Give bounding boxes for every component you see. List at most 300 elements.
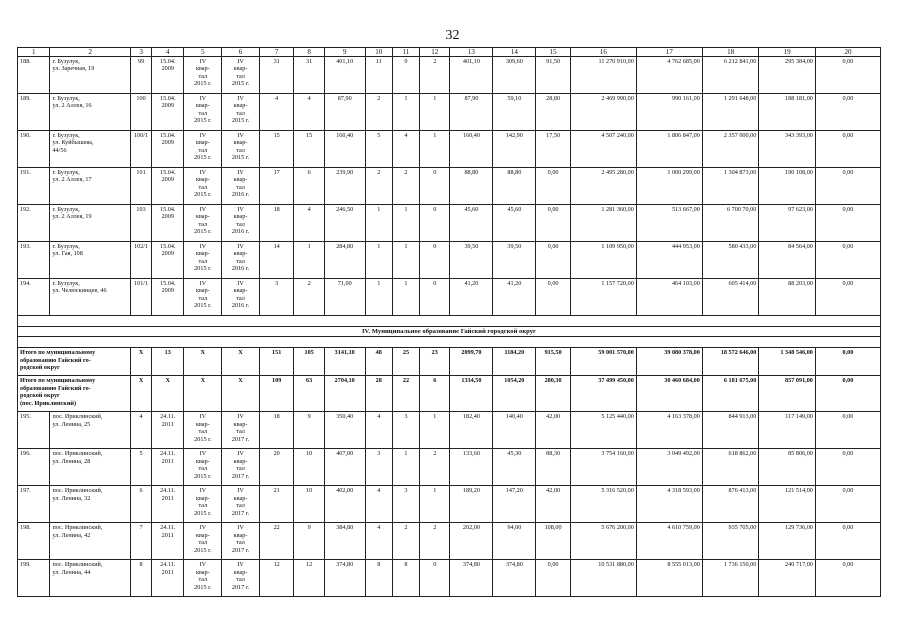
cell-c18: 876 413,00 <box>702 486 759 523</box>
cell-c1: 191. <box>18 168 50 205</box>
cell-c6 <box>222 486 260 523</box>
cell-c13: 401,10 <box>450 57 493 94</box>
cell-c2 <box>50 168 131 205</box>
total-c20: 0,00 <box>815 376 880 412</box>
cell-c15: 108,00 <box>536 523 571 560</box>
cell-c4 <box>152 560 184 597</box>
cell-c15: 0,00 <box>536 242 571 279</box>
cell-c18: 580 433,00 <box>702 242 759 279</box>
cell-c2-line: г. Бузулук, <box>52 95 80 102</box>
cell-c2 <box>50 486 131 523</box>
cell-c5-line: IV <box>199 413 207 421</box>
cell-c5 <box>184 131 222 168</box>
cell-c19: 121 514,00 <box>759 486 816 523</box>
cell-c4 <box>152 523 184 560</box>
cell-c2-line: ул. Ленина, 28 <box>52 457 91 465</box>
cell-c11: 8 <box>392 560 419 597</box>
cell-c8: 9 <box>294 523 324 560</box>
cell-c4-line: 2009 <box>161 139 174 147</box>
cell-c19: 97 623,00 <box>759 205 816 242</box>
total-c11: 25 <box>392 348 419 376</box>
column-number: 17 <box>636 48 702 57</box>
cell-c11: 1 <box>392 279 419 316</box>
cell-c4-line: 2009 <box>161 250 174 258</box>
cell-c15: 28,80 <box>536 94 571 131</box>
cell-c18: 1 736 150,00 <box>702 560 759 597</box>
table-row <box>18 57 881 94</box>
cell-c4 <box>152 412 184 449</box>
section-title: IV. Муниципальное образование Гайский городской округ <box>18 327 881 337</box>
table-row <box>18 412 881 449</box>
cell-c18: 935 705,00 <box>702 523 759 560</box>
table-row <box>18 168 881 205</box>
cell-c1: 199. <box>18 560 50 597</box>
cell-c2-line: г. Бузулук, <box>52 169 80 176</box>
cell-c17: 4 610 759,00 <box>636 523 702 560</box>
cell-c13: 39,50 <box>450 242 493 279</box>
cell-c5-line: 2015 г. <box>194 472 212 480</box>
cell-c4 <box>152 449 184 486</box>
cell-c9: 350,40 <box>324 412 365 449</box>
cell-c4-line: 24.11. <box>160 561 176 569</box>
cell-c19: 88 203,00 <box>759 279 816 316</box>
cell-c18: 2 357 000,00 <box>702 131 759 168</box>
cell-c4-line: 2009 <box>161 287 174 295</box>
column-number: 13 <box>450 48 493 57</box>
cell-c7: 21 <box>259 486 294 523</box>
cell-c6-line: тал <box>236 72 245 80</box>
cell-c6-line: тал <box>236 502 245 510</box>
cell-c5-line: 2015 г. <box>194 191 212 199</box>
total-label-line: Итого по муниципальному <box>20 377 96 385</box>
cell-c9: 407,00 <box>324 449 365 486</box>
cell-c20: 0,00 <box>815 412 880 449</box>
cell-c12: 0 <box>420 205 450 242</box>
cell-c18: 1 291 648,00 <box>702 94 759 131</box>
cell-c15: 0,00 <box>536 279 571 316</box>
cell-c6-line: тал <box>236 109 245 117</box>
cell-c6-line: квар- <box>233 531 248 539</box>
cell-c6-line: 2015 г. <box>231 154 250 162</box>
cell-c18: 6 212 841,00 <box>702 57 759 94</box>
cell-c8: 4 <box>294 205 324 242</box>
cell-c16: 1 109 950,00 <box>570 242 636 279</box>
total-c14: 1054,20 <box>493 376 536 412</box>
table-row <box>18 205 881 242</box>
cell-c1: 197. <box>18 486 50 523</box>
cell-c6 <box>222 449 260 486</box>
cell-c2-line: ул. Челюскинцев, 46 <box>52 287 107 295</box>
cell-c5-line: квар- <box>195 494 210 502</box>
cell-c10: 3 <box>365 449 392 486</box>
cell-c3: 100/1 <box>131 131 152 168</box>
cell-c6-line: квар- <box>233 420 248 428</box>
cell-c6-line: 2015 г. <box>231 117 250 125</box>
cell-c14: 374,80 <box>493 560 536 597</box>
cell-c5 <box>184 279 222 316</box>
cell-c1: 189. <box>18 94 50 131</box>
cell-c4-line: 2009 <box>161 176 174 184</box>
cell-c12: 1 <box>420 486 450 523</box>
cell-c5-line: 2015 г. <box>194 265 212 273</box>
cell-c5-line: IV <box>199 132 207 139</box>
cell-c5-line: 2015 г. <box>194 302 212 310</box>
cell-c10: 4 <box>365 523 392 560</box>
cell-c6-line: квар- <box>233 250 248 258</box>
cell-c2 <box>50 523 131 560</box>
cell-c10: 2 <box>365 168 392 205</box>
cell-c13: 160,40 <box>450 131 493 168</box>
cell-c6-line: квар- <box>233 457 248 465</box>
cell-c18: 605 414,00 <box>702 279 759 316</box>
total-c10: 48 <box>365 348 392 376</box>
cell-c1: 190. <box>18 131 50 168</box>
cell-c6-line: IV <box>237 58 244 65</box>
cell-c4-line: 24.11. <box>160 413 176 421</box>
cell-c5 <box>184 168 222 205</box>
column-number: 16 <box>570 48 636 57</box>
cell-c2-line: г. Бузулук, <box>52 280 80 287</box>
cell-c13: 133,60 <box>450 449 493 486</box>
cell-c5-line: 2015 г. <box>194 154 212 162</box>
cell-c12: 1 <box>420 131 450 168</box>
cell-c1: 196. <box>18 449 50 486</box>
cell-c14: 147,20 <box>493 486 536 523</box>
cell-c19: 188 181,00 <box>759 94 816 131</box>
section-row <box>18 327 881 337</box>
cell-c5-line: IV <box>199 450 207 458</box>
cell-c2-line: пос. Ириклинский, <box>52 524 103 532</box>
cell-c5 <box>184 560 222 597</box>
cell-c18: 844 913,00 <box>702 412 759 449</box>
column-number: 6 <box>222 48 260 57</box>
cell-c11: 1 <box>392 94 419 131</box>
cell-c7: 12 <box>259 560 294 597</box>
cell-c12: 0 <box>420 242 450 279</box>
spacer-cell <box>18 316 881 327</box>
cell-c2-line: ул. 2 Аллея, 17 <box>52 176 92 184</box>
cell-c16: 5 676 200,00 <box>570 523 636 560</box>
cell-c20: 0,00 <box>815 242 880 279</box>
column-number: 7 <box>259 48 294 57</box>
cell-c8: 15 <box>294 131 324 168</box>
cell-c13: 189,20 <box>450 486 493 523</box>
cell-c2-line: ул. Заречная, 19 <box>52 65 95 73</box>
cell-c3: 7 <box>131 523 152 560</box>
cell-c5-line: тал <box>198 465 208 473</box>
cell-c16: 2 495 280,00 <box>570 168 636 205</box>
cell-c3: 5 <box>131 449 152 486</box>
cell-c9: 71,00 <box>324 279 365 316</box>
cell-c9: 384,80 <box>324 523 365 560</box>
cell-c2-line: 44/56 <box>52 146 67 154</box>
total-row <box>18 348 881 376</box>
cell-c17: 4 762 685,00 <box>636 57 702 94</box>
cell-c4-line: 24.11. <box>160 487 176 495</box>
cell-c4 <box>152 94 184 131</box>
column-number: 15 <box>536 48 571 57</box>
cell-c5-line: тал <box>198 220 208 228</box>
cell-c20: 0,00 <box>815 523 880 560</box>
cell-c4-line: 2011 <box>161 457 174 465</box>
cell-c1: 193. <box>18 242 50 279</box>
cell-c6 <box>222 523 260 560</box>
total-c8: 63 <box>294 376 324 412</box>
cell-c5-line: 2015 г. <box>194 228 212 236</box>
cell-c2-line: ул. 2 Аллея, 16 <box>52 102 92 110</box>
cell-c3: 8 <box>131 560 152 597</box>
cell-c6 <box>222 168 260 205</box>
cell-c11: 3 <box>392 486 419 523</box>
cell-c19: 190 108,00 <box>759 168 816 205</box>
column-number: 12 <box>420 48 450 57</box>
cell-c6-line: IV <box>237 169 244 176</box>
cell-c6-line: квар- <box>233 568 248 576</box>
spacer-row <box>18 316 881 327</box>
total-c12: 23 <box>420 348 450 376</box>
cell-c5-line: квар- <box>195 176 210 184</box>
cell-c5-line: квар- <box>195 65 210 73</box>
cell-c17: 990 161,00 <box>636 94 702 131</box>
cell-c19: 343 393,00 <box>759 131 816 168</box>
total-label-line: родской округ <box>20 364 60 372</box>
table-body <box>18 48 881 597</box>
cell-c9: 402,00 <box>324 486 365 523</box>
cell-c13: 182,40 <box>450 412 493 449</box>
cell-c5-line: IV <box>199 524 207 532</box>
total-c4: X <box>152 376 184 412</box>
cell-c6-line: 2017 г. <box>231 546 250 554</box>
cell-c7: 15 <box>259 131 294 168</box>
cell-c2-line: ул. Куйбышева, <box>52 139 94 147</box>
cell-c11: 1 <box>392 205 419 242</box>
column-number: 2 <box>50 48 131 57</box>
cell-c5-line: квар- <box>195 250 210 258</box>
cell-c4-line: 15.04. <box>160 280 176 287</box>
total-label-line: Итого по муниципальному <box>20 349 96 357</box>
table-row <box>18 449 881 486</box>
cell-c8: 2 <box>294 279 324 316</box>
page-number: 32 <box>445 28 460 43</box>
cell-c15: 91,50 <box>536 57 571 94</box>
cell-c7: 22 <box>259 523 294 560</box>
cell-c5-line: тал <box>198 183 208 191</box>
total-c18: 18 572 646,00 <box>702 348 759 376</box>
cell-c7: 20 <box>259 449 294 486</box>
table-row <box>18 560 881 597</box>
cell-c6 <box>222 57 260 94</box>
table-row <box>18 279 881 316</box>
cell-c16: 2 469 990,00 <box>570 94 636 131</box>
cell-c18: 1 304 873,00 <box>702 168 759 205</box>
cell-c6-line: тал <box>236 220 245 228</box>
cell-c2 <box>50 560 131 597</box>
cell-c4-line: 2011 <box>161 494 174 502</box>
total-c17: 30 460 684,00 <box>636 376 702 412</box>
cell-c8: 1 <box>294 242 324 279</box>
cell-c6-line: IV <box>237 280 244 287</box>
cell-c14: 45,30 <box>493 449 536 486</box>
cell-c15: 0,00 <box>536 560 571 597</box>
cell-c20: 0,00 <box>815 449 880 486</box>
cell-c5 <box>184 242 222 279</box>
total-c19: 1 348 546,00 <box>759 348 816 376</box>
cell-c5-line: квар- <box>195 102 210 110</box>
cell-c6-line: квар- <box>233 176 248 184</box>
cell-c11: 2 <box>392 523 419 560</box>
cell-c2 <box>50 131 131 168</box>
cell-c10: 5 <box>365 131 392 168</box>
cell-c4-line: 24.11. <box>160 450 176 458</box>
cell-c5-line: квар- <box>195 213 210 221</box>
cell-c5 <box>184 449 222 486</box>
cell-c4-line: 2009 <box>161 102 174 110</box>
cell-c17: 4 163 378,00 <box>636 412 702 449</box>
column-number: 3 <box>131 48 152 57</box>
cell-c7: 18 <box>259 412 294 449</box>
cell-c2-line: пос. Ириклинский, <box>52 450 103 458</box>
total-c3: X <box>131 348 152 376</box>
cell-c14: 45,60 <box>493 205 536 242</box>
cell-c5-line: 2015 г. <box>194 583 212 591</box>
cell-c4-line: 15.04. <box>160 132 176 139</box>
cell-c16: 3 754 160,00 <box>570 449 636 486</box>
cell-c1: 194. <box>18 279 50 316</box>
cell-c16: 1 157 720,00 <box>570 279 636 316</box>
cell-c8: 10 <box>294 486 324 523</box>
cell-c4 <box>152 168 184 205</box>
cell-c3: 4 <box>131 412 152 449</box>
cell-c9: 374,80 <box>324 560 365 597</box>
cell-c4-line: 2011 <box>161 531 174 539</box>
column-number: 9 <box>324 48 365 57</box>
cell-c8: 31 <box>294 57 324 94</box>
cell-c20: 0,00 <box>815 279 880 316</box>
cell-c4-line: 2011 <box>161 568 174 576</box>
cell-c16: 5 125 440,00 <box>570 412 636 449</box>
cell-c14: 142,90 <box>493 131 536 168</box>
cell-c20: 0,00 <box>815 560 880 597</box>
cell-c2 <box>50 57 131 94</box>
cell-c5-line: квар- <box>195 420 210 428</box>
cell-c5-line: квар- <box>195 531 210 539</box>
cell-c8: 10 <box>294 449 324 486</box>
total-c12: 6 <box>420 376 450 412</box>
cell-c17: 464 103,00 <box>636 279 702 316</box>
cell-c5 <box>184 486 222 523</box>
cell-c4-line: 15.04. <box>160 95 176 102</box>
cell-c20: 0,00 <box>815 486 880 523</box>
cell-c5 <box>184 205 222 242</box>
cell-c7: 3 <box>259 279 294 316</box>
cell-c5-line: IV <box>199 206 207 213</box>
cell-c4-line: 15.04. <box>160 206 176 213</box>
cell-c6-line: квар- <box>233 102 248 110</box>
cell-c4 <box>152 242 184 279</box>
cell-c17: 1 000 299,00 <box>636 168 702 205</box>
cell-c6-line: IV <box>237 95 244 102</box>
cell-c2 <box>50 205 131 242</box>
cell-c14: 59,10 <box>493 94 536 131</box>
cell-c5-line: тал <box>198 539 208 547</box>
cell-c6-line: 2017 г. <box>231 472 250 480</box>
cell-c17: 444 953,00 <box>636 242 702 279</box>
cell-c10: 2 <box>365 94 392 131</box>
total-c16: 37 499 450,00 <box>570 376 636 412</box>
cell-c1: 192. <box>18 205 50 242</box>
cell-c4 <box>152 486 184 523</box>
cell-c5 <box>184 523 222 560</box>
cell-c5-line: тал <box>198 109 208 117</box>
cell-c2-line: ул. Ленина, 32 <box>52 494 91 502</box>
cell-c2-line: ул. Ленина, 42 <box>52 531 91 539</box>
cell-c2 <box>50 94 131 131</box>
cell-c5-line: IV <box>199 561 207 569</box>
cell-c6 <box>222 242 260 279</box>
cell-c13: 202,00 <box>450 523 493 560</box>
cell-c6 <box>222 131 260 168</box>
cell-c4 <box>152 205 184 242</box>
total-c8: 105 <box>294 348 324 376</box>
cell-c8: 9 <box>294 412 324 449</box>
total-c7: 109 <box>259 376 294 412</box>
cell-c6-line: тал <box>236 428 245 436</box>
cell-c2 <box>50 279 131 316</box>
cell-c6-line: IV <box>237 206 244 213</box>
cell-c6-line: тал <box>236 146 245 154</box>
cell-c10: 1 <box>365 279 392 316</box>
cell-c5-line: 2015 г. <box>194 80 212 88</box>
column-number: 5 <box>184 48 222 57</box>
cell-c6-line: тал <box>236 257 245 265</box>
cell-c2-line: г. Бузулук, <box>52 206 80 213</box>
cell-c4 <box>152 279 184 316</box>
total-label <box>18 348 131 376</box>
cell-c12: 2 <box>420 523 450 560</box>
cell-c2-line: ул. Ленина, 44 <box>52 568 91 576</box>
cell-c4-line: 2011 <box>161 420 174 428</box>
cell-c6 <box>222 94 260 131</box>
table-row <box>18 486 881 523</box>
cell-c6-line: 2016 г. <box>231 265 250 273</box>
cell-c6-line: квар- <box>233 494 248 502</box>
cell-c11: 4 <box>392 131 419 168</box>
total-c7: 151 <box>259 348 294 376</box>
total-label-line: родской округ <box>20 392 60 400</box>
cell-c14: 140,40 <box>493 412 536 449</box>
spacer-row <box>18 337 881 348</box>
cell-c10: 11 <box>365 57 392 94</box>
cell-c20: 0,00 <box>815 205 880 242</box>
column-number-row <box>18 48 881 57</box>
cell-c6-line: 2016 г. <box>231 191 250 199</box>
cell-c15: 42,00 <box>536 412 571 449</box>
cell-c7: 31 <box>259 57 294 94</box>
cell-c2-line: ул. 2 Аллея, 19 <box>52 213 92 221</box>
cell-c8: 12 <box>294 560 324 597</box>
total-row <box>18 376 881 412</box>
cell-c3: 101 <box>131 168 152 205</box>
total-label <box>18 376 131 412</box>
total-label-line: образованию Гайский го- <box>20 356 91 364</box>
cell-c12: 2 <box>420 57 450 94</box>
cell-c9: 160,40 <box>324 131 365 168</box>
column-number: 10 <box>365 48 392 57</box>
cell-c6-line: квар- <box>233 287 248 295</box>
total-c9: 2704,10 <box>324 376 365 412</box>
cell-c10: 1 <box>365 205 392 242</box>
cell-c6-line: тал <box>236 183 245 191</box>
